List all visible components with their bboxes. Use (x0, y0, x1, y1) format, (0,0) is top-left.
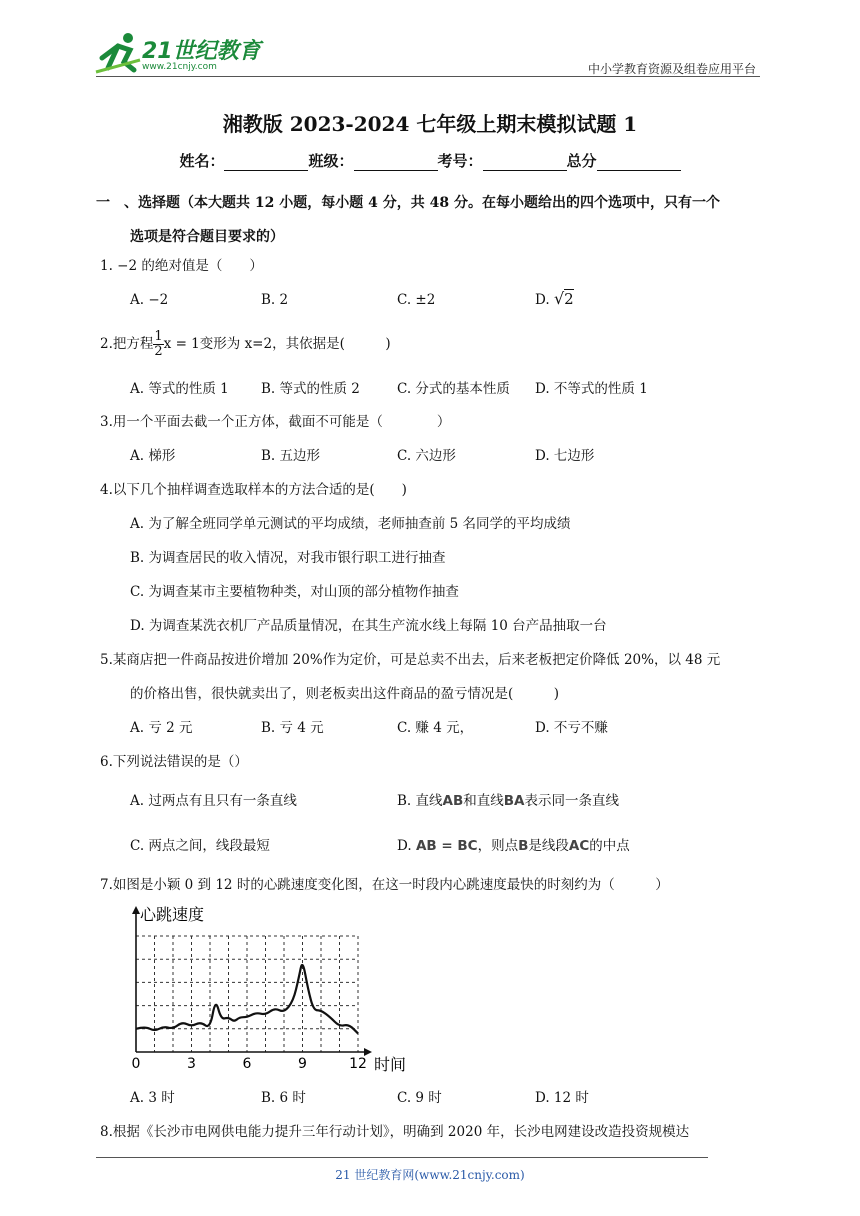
student-info (0, 150, 860, 171)
header-divider (96, 76, 760, 77)
q4-option-c: C. 为调查某市主要植物种类，对山顶的部分植物作抽查 (130, 584, 459, 600)
x-tick-label: 6 (242, 1056, 252, 1072)
q4-option-a: A. 为了解全班同学单元测试的平均成绩，老师抽查前 5 名同学的平均成绩 (130, 516, 571, 532)
sqrt-icon: √ (553, 289, 565, 308)
q2-option-b: B. 等式的性质 2 (261, 381, 360, 397)
q2-option-d: D. 不等式的性质 1 (535, 381, 648, 397)
page-title: 湘教版 2023-2024 七年级上期末模拟试题 1 (222, 112, 638, 136)
q4-option-d: D. 为调查某洗衣机厂产品质量情况，在其生产流水线上每隔 10 台产品抽取一台 (130, 618, 607, 634)
q6-stem: 6.下列说法错误的是（） (100, 754, 248, 770)
q6-d-text-4: 的中点 (589, 838, 630, 854)
x-tick-label: 3 (187, 1056, 196, 1072)
exam-no-blank[interactable] (483, 154, 567, 171)
q6-d-segment-ac: AC (568, 838, 590, 854)
q1-option-b: B. 2 (261, 292, 289, 308)
q1-stem: 1. −2 的绝对值是（ ） (100, 258, 263, 274)
chart-x-ticks (132, 1056, 367, 1072)
footer-text: 21 世纪教育网(www.21cnjy.com) (335, 1168, 525, 1182)
q2-frac-num: 1 (154, 329, 163, 344)
q6-d-text-2: ，则点 (477, 838, 519, 854)
q2-prefix: 2.把方程 (100, 336, 154, 352)
x-tick-label: 12 (349, 1056, 367, 1072)
heart-rate-chart (118, 900, 418, 1080)
q7-option-b: B. 6 时 (261, 1090, 306, 1106)
q5-stem-line-2: 的价格出售，很快就卖出了，则老板卖出这件商品的盈亏情况是( ) (130, 686, 560, 702)
q7-stem: 7.如图是小颖 0 到 12 时的心跳速度变化图，在这一时段内心跳速度最快的时刻约为（ ） (100, 877, 669, 893)
q1-option-c: C. ±2 (397, 292, 436, 308)
total-blank[interactable] (597, 154, 681, 171)
q6-option-d (397, 834, 630, 854)
q2-frac-den: 2 (154, 344, 163, 359)
q6-d-point-b: B (518, 838, 529, 854)
q2-suffix: 变形为 x=2，其依据是( ) (199, 336, 391, 352)
y-axis-arrow (132, 906, 140, 914)
name-label: 姓名： (179, 152, 225, 170)
chart-grid (136, 936, 358, 1052)
x-tick-label: 0 (131, 1056, 141, 1072)
q5-stem-line-1: 5.某商店把一件商品按进价增加 20%作为定价，可是总卖不出去，后来老板把定价降低 20%，以 48 元 (100, 652, 721, 668)
q2-stem (100, 330, 391, 359)
q6-b-text-1: B. 直线 (397, 793, 443, 809)
q6-d-equation: AB = BC (415, 838, 478, 854)
q5-option-a: A. 亏 2 元 (130, 720, 193, 736)
platform-label: 中小学教育资源及组卷应用平台 (587, 62, 756, 76)
q7-option-d: D. 12 时 (535, 1090, 589, 1106)
section-line-2: 选项是符合题目要求的） (130, 229, 284, 245)
q4-stem: 4.以下几个抽样调查选取样本的方法合适的是( ) (100, 482, 407, 498)
footer-divider (96, 1157, 708, 1158)
exam-no-label: 考号： (437, 152, 483, 170)
q1-option-d-letter: D. (535, 292, 550, 308)
q2-option-a: A. 等式的性质 1 (130, 381, 229, 397)
runner-icon (94, 30, 144, 74)
q6-b-text-2: 和直线 (463, 793, 504, 809)
q2-fraction (153, 330, 163, 359)
q8-stem: 8.根据《长沙市电网供电能力提升三年行动计划》，明确到 2020 年，长沙电网建设改造投资规模达 (100, 1124, 690, 1140)
section-line-1: 一 、选择题（本大题共 12 小题，每小题 4 分，共 48 分。在每小题给出的四个选项中，只有一个 (96, 195, 720, 211)
q6-option-c: C. 两点之间，线段最短 (130, 838, 270, 854)
q6-b-line-ba: BA (503, 793, 525, 809)
chart-axes (132, 906, 372, 1056)
q3-option-d: D. 七边形 (535, 448, 595, 464)
class-label: 班级： (308, 152, 354, 170)
q7-option-c: C. 9 时 (397, 1090, 442, 1106)
q4-option-b: B. 为调查居民的收入情况，对我市银行职工进行抽查 (130, 550, 446, 566)
x-axis-arrow (364, 1048, 372, 1056)
name-blank[interactable] (224, 154, 308, 171)
total-label: 总分 (566, 152, 597, 170)
q6-d-letter: D. (397, 838, 412, 854)
class-blank[interactable] (354, 154, 438, 171)
chart-x-label: 时间 (374, 1055, 407, 1074)
q2-equation: x = 1 (163, 336, 200, 352)
q2-option-c: C. 分式的基本性质 (397, 381, 510, 397)
q5-option-b: B. 亏 4 元 (261, 720, 324, 736)
x-tick-label: 9 (298, 1056, 307, 1072)
q5-option-c: C. 赚 4 元， (397, 720, 474, 736)
q3-stem: 3.用一个平面去截一个正方体，截面不可能是（ ） (100, 414, 451, 430)
q6-b-text-3: 表示同一条直线 (524, 793, 620, 809)
q6-b-line-ab: AB (442, 793, 464, 809)
section-heading (96, 186, 776, 254)
q1-option-d (535, 289, 574, 308)
q3-option-b: B. 五边形 (261, 448, 321, 464)
q3-option-c: C. 六边形 (397, 448, 456, 464)
heart-rate-line (136, 965, 358, 1033)
q6-d-text-3: 是线段 (528, 838, 569, 854)
logo-url: www.21cnjy.com (142, 62, 217, 72)
q3-option-a: A. 梯形 (130, 448, 176, 464)
q1-option-a: A. −2 (130, 292, 169, 308)
q7-option-a: A. 3 时 (130, 1090, 175, 1106)
q6-option-b (397, 789, 619, 809)
q1-option-d-radicand: 2 (564, 290, 574, 308)
chart-y-label: 心跳速度 (140, 905, 205, 924)
q5-option-d: D. 不亏不赚 (535, 720, 608, 736)
q6-option-a: A. 过两点有且只有一条直线 (130, 793, 297, 809)
logo-text: 21世纪教育 (142, 39, 261, 64)
